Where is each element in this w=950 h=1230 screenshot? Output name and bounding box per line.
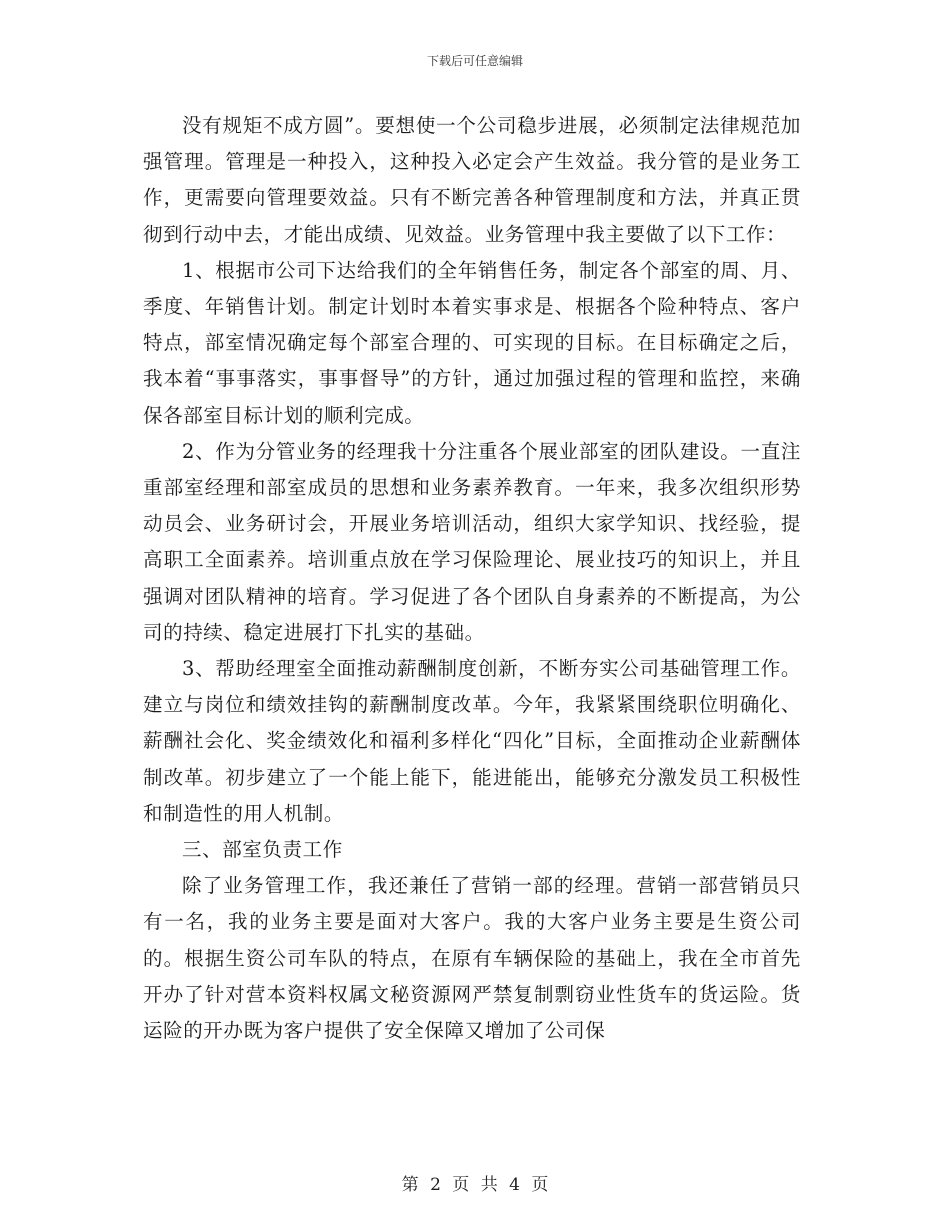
paragraph-1: 没有规矩不成方圆”。要想使一个公司稳步进展，必须制定法律规范加强管理。管理是一种投入，这种投入必定会产生效益。我分管的是业务工作，更需要向管理要效益。只有不断完善各种管理制度和方法，并真正贯彻到行动中去，才能出成绩、见效益。业务管理中我主要做了以下工作： bbox=[143, 114, 801, 246]
paragraph-5: 除了业务管理工作，我还兼任了营销一部的经理。营销一部营销员只有一名，我的业务主要是面对大客户。我的大客户业务主要是生资公司的。根据生资公司车队的特点，在原有车辆保险的基础上，我在全市首先开办了针对营本资料权属文秘资源网严禁复制剽窃业性货车的货运险。货运险的开办既为客户提供了安全保障又增加了公司保 bbox=[143, 874, 801, 1043]
document-body bbox=[143, 108, 801, 1049]
header-note: 下载后可任意编辑 bbox=[426, 54, 523, 68]
paragraph-3: 2、作为分管业务的经理我十分注重各个展业部室的团队建设。一直注重部室经理和部室成员的思想和业务素养教育。一年来，我多次组织形势动员会、业务研讨会，开展业务培训活动，组织大家学知识、找经验，提高职工全面素养。培训重点放在学习保险理论、展业技巧的知识上，并且强调对团队精神的培育。学习促进了各个团队自身素养的不断提高，为公司的持续、稳定进展打下扎实的基础。 bbox=[143, 439, 801, 644]
page-footer: 第 2 页 共 4 页 bbox=[401, 1175, 549, 1195]
paragraph-4: 3、帮助经理室全面推动薪酬制度创新，不断夯实公司基础管理工作。建立与岗位和绩效挂钩的薪酬制度改革。今年，我紧紧围绕职位明确化、薪酬社会化、奖金绩效化和福利多样化“四化”目标，全面推动企业薪酬体制改革。初步建立了一个能上能下，能进能出，能够充分激发员工积极性和制造性的用人机制。 bbox=[143, 657, 801, 825]
paragraph-2: 1、根据市公司下达给我们的全年销售任务，制定各个部室的周、月、季度、年销售计划。制定计划时本着实事求是、根据各个险种特点、客户特点，部室情况确定每个部室合理的、可实现的目标。在目标确定之后，我本着“事事落实，事事督导”的方针，通过加强过程的管理和监控，来确保各部室目标计划的顺利完成。 bbox=[143, 258, 801, 427]
section-heading: 三、部室负责工作 bbox=[182, 838, 343, 862]
